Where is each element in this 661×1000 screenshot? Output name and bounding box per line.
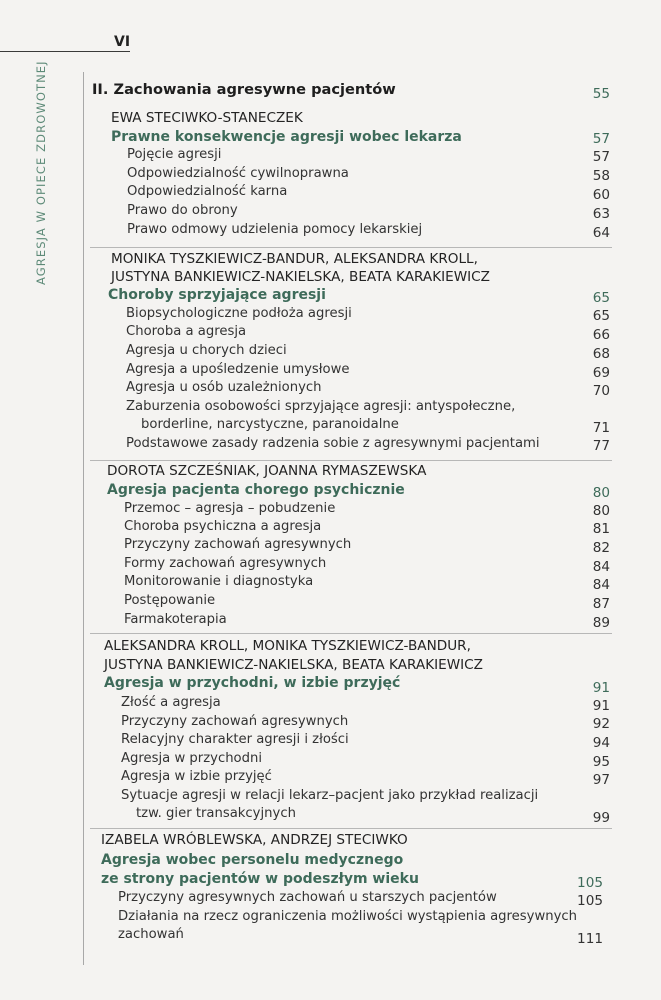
entry-page: 94 <box>592 735 610 751</box>
toc-entry[interactable]: Odpowiedzialność cywilnoprawna <box>127 166 349 181</box>
toc-entry[interactable]: Postępowanie <box>124 593 216 608</box>
toc-entry[interactable]: Pojęcie agresji <box>127 147 222 162</box>
toc-entry[interactable]: Agresja u osób uzależnionych <box>126 380 322 395</box>
toc-entry[interactable]: Działania na rzecz ograniczenia możliwości wystąpienia agresywnych <box>118 909 578 924</box>
margin-rule <box>83 72 84 965</box>
section-divider <box>90 460 612 461</box>
entry-page: 89 <box>592 615 610 631</box>
toc-entry[interactable]: Agresja w izbie przyjęć <box>121 769 272 784</box>
toc-entry[interactable]: Agresja a upośledzenie umysłowe <box>126 362 350 377</box>
entry-page: 81 <box>592 521 610 537</box>
toc-entry-continuation: borderline, narcystyczne, paranoidalne <box>141 417 399 432</box>
entry-page: 80 <box>592 503 610 519</box>
chapter-title[interactable]: Agresja wobec personelu medycznego <box>101 852 404 868</box>
entry-page: 84 <box>592 577 610 593</box>
toc-entry[interactable]: Agresja w przychodni <box>121 751 263 766</box>
chapter-page: 57 <box>592 131 610 147</box>
chapter-author: JUSTYNA BANKIEWICZ-NAKIELSKA, BEATA KARAKIEWICZ <box>104 657 483 673</box>
entry-page: 57 <box>592 149 610 165</box>
toc-entry[interactable]: Przemoc – agresja – pobudzenie <box>124 501 336 516</box>
entry-page: 66 <box>592 327 610 343</box>
toc-entry[interactable]: Choroba psychiczna a agresja <box>124 519 322 534</box>
entry-page: 99 <box>592 810 610 826</box>
toc-entry-continuation: zachowań <box>118 927 184 942</box>
entry-page: 82 <box>592 540 610 556</box>
toc-entry[interactable]: Biopsychologiczne podłoża agresji <box>126 306 352 321</box>
toc-entry[interactable]: Zaburzenia osobowości sprzyjające agresji: antyspołeczne, <box>126 399 516 414</box>
section-divider <box>90 828 612 829</box>
chapter-page: 105 <box>577 875 603 891</box>
chapter-title[interactable]: Prawne konsekwencje agresji wobec lekarza <box>111 129 462 145</box>
toc-entry-continuation: tzw. gier transakcyjnych <box>136 806 296 821</box>
chapter-author: IZABELA WRÓBLEWSKA, ANDRZEJ STECIWKO <box>101 832 408 848</box>
toc-entry[interactable]: Prawo do obrony <box>127 203 238 218</box>
entry-page: 92 <box>592 716 610 732</box>
entry-page: 68 <box>592 346 610 362</box>
chapter-author: EWA STECIWKO-STANECZEK <box>111 110 303 126</box>
toc-entry[interactable]: Przyczyny zachowań agresywnych <box>124 537 352 552</box>
entry-page: 71 <box>592 420 610 436</box>
chapter-author: JUSTYNA BANKIEWICZ-NAKIELSKA, BEATA KARAKIEWICZ <box>111 269 490 285</box>
toc-entry[interactable]: Relacyjny charakter agresji i złości <box>121 732 349 747</box>
chapter-title[interactable]: Choroby sprzyjające agresji <box>108 287 326 303</box>
entry-page: 58 <box>592 168 610 184</box>
toc-entry[interactable]: Przyczyny agresywnych zachowań u starszych pacjentów <box>118 890 497 905</box>
entry-page: 63 <box>592 206 610 222</box>
entry-page: 95 <box>592 754 610 770</box>
toc-entry[interactable]: Przyczyny zachowań agresywnych <box>121 714 349 729</box>
chapter-author: DOROTA SZCZEŚNIAK, JOANNA RYMASZEWSKA <box>107 463 427 479</box>
entry-page: 111 <box>577 931 603 947</box>
part-title: II. Zachowania agresywne pacjentów <box>92 81 396 98</box>
page-number: VI <box>114 34 131 50</box>
entry-page: 91 <box>592 698 610 714</box>
toc-entry[interactable]: Podstawowe zasady radzenia sobie z agresywnymi pacjentami <box>126 436 540 451</box>
toc-entry[interactable]: Agresja u chorych dzieci <box>126 343 287 358</box>
section-divider <box>90 633 612 634</box>
entry-page: 70 <box>592 383 610 399</box>
toc-entry[interactable]: Monitorowanie i diagnostyka <box>124 574 314 589</box>
entry-page: 87 <box>592 596 610 612</box>
entry-page: 64 <box>592 225 610 241</box>
entry-page: 84 <box>592 559 610 575</box>
part-page: 55 <box>592 86 610 102</box>
chapter-title-continuation: ze strony pacjentów w podeszłym wieku <box>101 871 419 887</box>
chapter-page: 65 <box>592 290 610 306</box>
entry-page: 105 <box>577 893 603 909</box>
chapter-title[interactable]: Agresja pacjenta chorego psychicznie <box>107 482 405 498</box>
chapter-page: 91 <box>592 680 610 696</box>
toc-entry[interactable]: Prawo odmowy udzielenia pomocy lekarskiej <box>127 222 423 237</box>
toc-entry[interactable]: Choroba a agresja <box>126 324 247 339</box>
running-title: AGRESJA W OPIECE ZDROWOTNEJ <box>34 60 48 285</box>
chapter-author: ALEKSANDRA KROLL, MONIKA TYSZKIEWICZ-BANDUR, <box>104 638 471 654</box>
entry-page: 65 <box>592 308 610 324</box>
entry-page: 77 <box>592 438 610 454</box>
toc-entry[interactable]: Formy zachowań agresywnych <box>124 556 327 571</box>
toc-entry[interactable]: Farmakoterapia <box>124 612 227 627</box>
chapter-page: 80 <box>592 485 610 501</box>
toc-entry[interactable]: Sytuacje agresji w relacji lekarz–pacjent jako przykład realizacji <box>121 788 539 803</box>
section-divider <box>90 247 612 248</box>
chapter-author: MONIKA TYSZKIEWICZ-BANDUR, ALEKSANDRA KROLL, <box>111 251 478 267</box>
toc-entry[interactable]: Złość a agresja <box>121 695 221 710</box>
toc-entry[interactable]: Odpowiedzialność karna <box>127 184 288 199</box>
entry-page: 97 <box>592 772 610 788</box>
chapter-title[interactable]: Agresja w przychodni, w izbie przyjęć <box>104 675 401 691</box>
entry-page: 69 <box>592 365 610 381</box>
entry-page: 60 <box>592 187 610 203</box>
header-rule <box>0 51 130 52</box>
